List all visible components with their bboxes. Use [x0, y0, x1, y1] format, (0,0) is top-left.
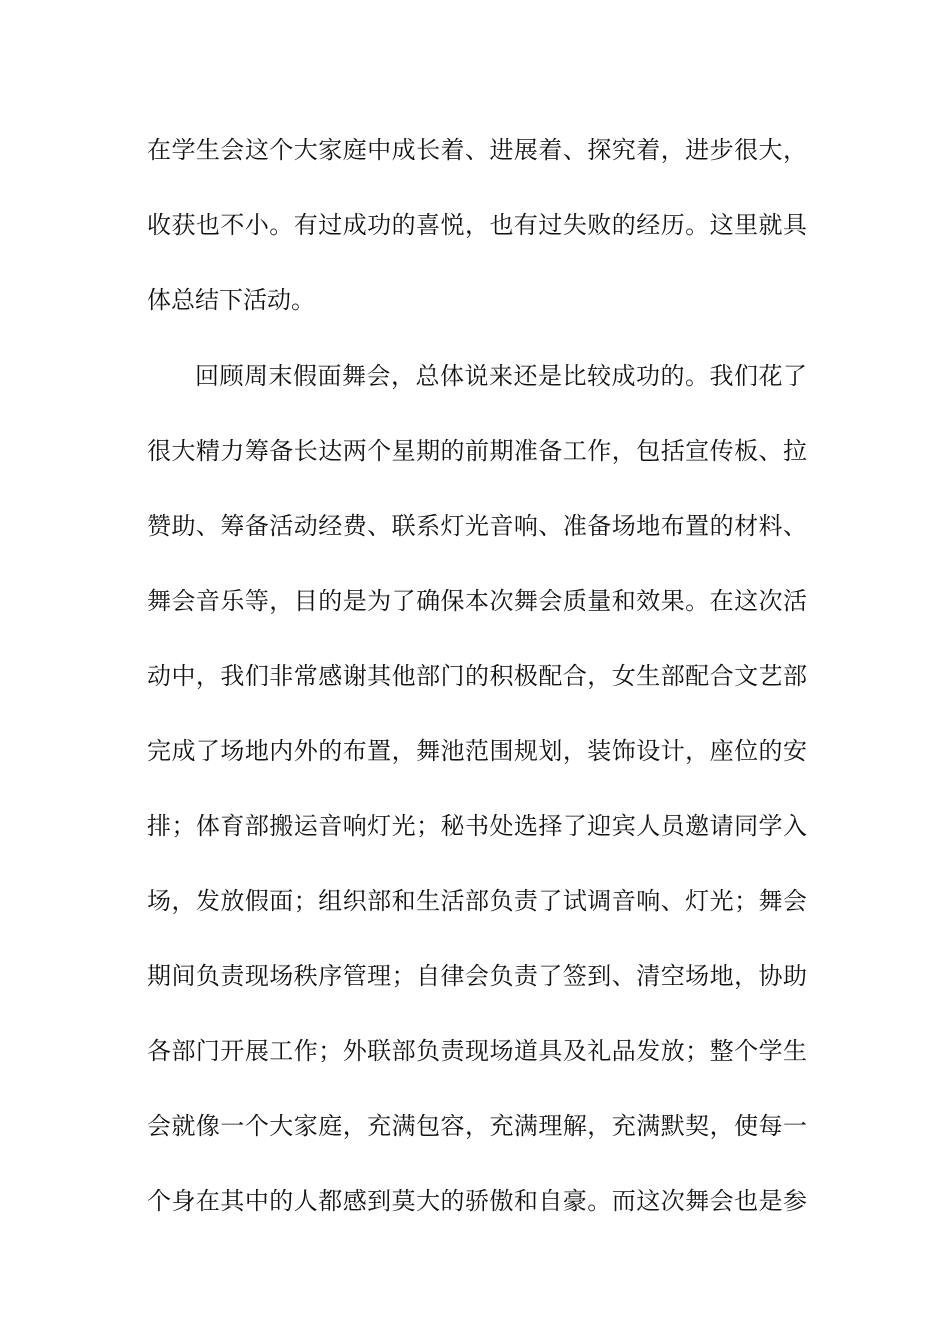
text-line: 赞助、筹备活动经费、联系灯光音响、准备场地布置的材料、	[147, 512, 807, 540]
text-line: 很大精力筹备长达两个星期的前期准备工作，包括宣传板、拉	[147, 437, 807, 465]
text-line: 排；体育部搬运音响灯光；秘书处选择了迎宾人员邀请同学入	[147, 812, 807, 840]
text-line: 舞会音乐等，目的是为了确保本次舞会质量和效果。在这次活	[147, 587, 807, 615]
paragraph-first-line: 回顾周末假面舞会，总体说来还是比较成功的。我们花了	[195, 362, 807, 390]
text-line: 动中，我们非常感谢其他部门的积极配合，女生部配合文艺部	[147, 662, 807, 690]
text-line: 收获也不小。有过成功的喜悦，也有过失败的经历。这里就具	[147, 211, 807, 239]
text-line: 各部门开展工作；外联部负责现场道具及礼品发放；整个学生	[147, 1037, 807, 1065]
text-line: 完成了场地内外的布置，舞池范围规划，装饰设计，座位的安	[147, 737, 807, 765]
text-line: 个身在其中的人都感到莫大的骄傲和自豪。而这次舞会也是参	[147, 1187, 807, 1215]
text-line: 会就像一个大家庭，充满包容，充满理解，充满默契，使每一	[147, 1112, 807, 1140]
text-line: 在学生会这个大家庭中成长着、进展着、探究着，进步很大，	[147, 136, 807, 164]
text-line: 场，发放假面；组织部和生活部负责了试调音响、灯光；舞会	[147, 887, 807, 915]
text-line: 期间负责现场秩序管理；自律会负责了签到、清空场地，协助	[147, 962, 807, 990]
text-line: 体总结下活动。	[147, 286, 315, 314]
